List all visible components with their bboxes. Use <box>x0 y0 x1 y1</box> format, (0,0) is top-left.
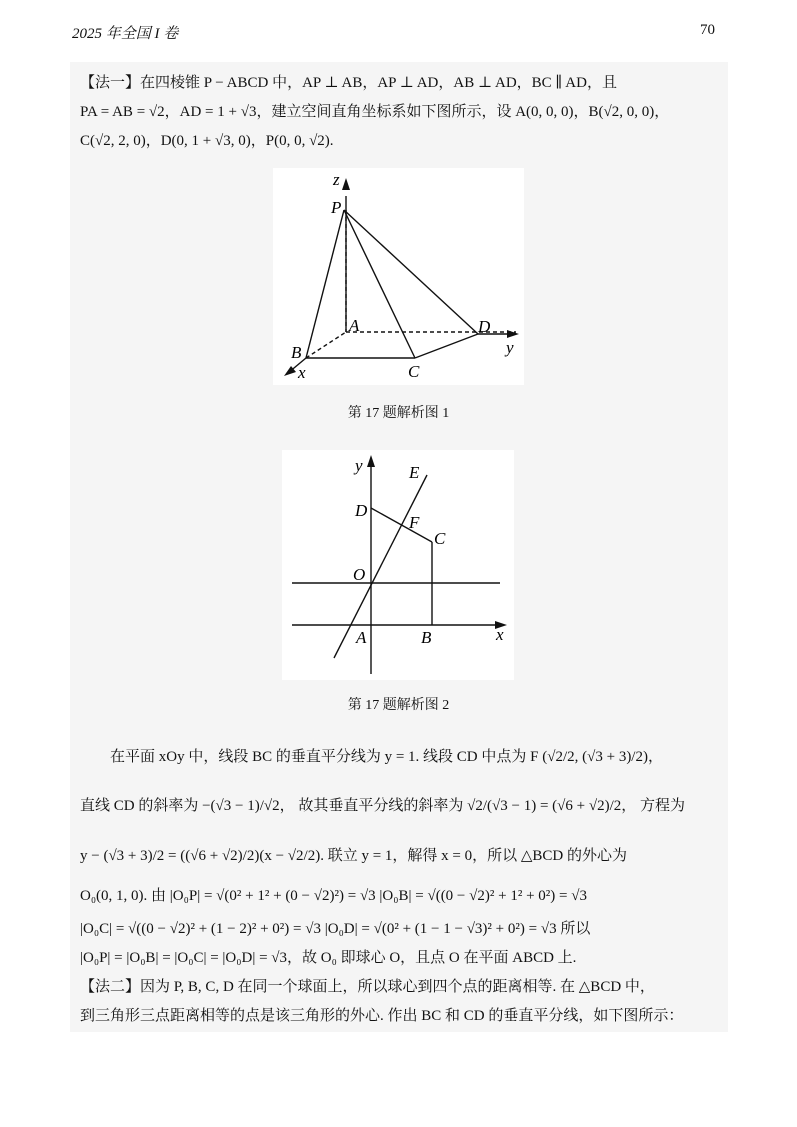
fig1-label-b: B <box>291 343 302 362</box>
running-header-title: 2025 年全国 I 卷 <box>72 26 179 42</box>
solution-line-4: O₀(0, 1, 0). 由 |O₀P| = √(0² + 1² + (0 − √2)²) = √3 |O₀B| = √((0 − √2)² + 1² + 0²) = √3 <box>80 888 587 904</box>
figure-1-caption: 第 17 题解析图 1 <box>347 406 450 421</box>
solution-line-3: y − (√3 + 3)/2 = ((√6 + √2)/2)(x − √2/2). 联立 y = 1，解得 x = 0，所以 △BCD 的外心为 <box>80 848 627 864</box>
fig2-label-y: y <box>355 456 363 475</box>
fig2-label-d: D <box>355 501 368 520</box>
fig2-label-b: B <box>421 628 432 647</box>
figure-2-caption: 第 17 题解析图 2 <box>347 698 450 713</box>
method2-line-2: 到三角形三点距离相等的点是该三角形的外心. 作出 BC 和 CD 的垂直平分线，如下图所示： <box>80 1008 684 1024</box>
fig1-label-y: y <box>506 338 514 357</box>
figure-2-diagram <box>282 450 514 680</box>
figure-1 <box>273 168 524 385</box>
fig1-label-z: z <box>333 170 340 189</box>
solution-line-5: |O₀C| = √((0 − √2)² + (1 − 2)² + 0²) = √3 |O₀D| = √(0² + (1 − 1 − √3)² + 0²) = √3 所以 <box>80 921 591 937</box>
solution-line-1: 在平面 xOy 中，线段 BC 的垂直平分线为 y = 1. 线段 CD 中点为 F (√2/2, (√3 + 3)/2)， <box>110 749 663 765</box>
solution-line-2: 直线 CD 的斜率为 −(√3 − 1)/√2， 故其垂直平分线的斜率为 √2/(√3 − 1) = (√6 + √2)/2， 方程为 <box>80 798 686 814</box>
fig2-label-c: C <box>434 529 446 548</box>
solution-line-6: |O₀P| = |O₀B| = |O₀C| = |O₀D| = √3，故 O₀ 即球心 O，且点 O 在平面 ABCD 上. <box>80 950 577 966</box>
fig1-label-x: x <box>298 363 306 382</box>
method1-line-2: PA = AB = √2，AD = 1 + √3，建立空间直角坐标系如下图所示，设 A(0, 0, 0)，B(√2, 0, 0)， <box>80 104 670 120</box>
method1-line-1: 【法一】在四棱锥 P − ABCD 中，AP ⊥ AB，AP ⊥ AD，AB ⊥ AD，BC ∥ AD，且 <box>80 75 617 91</box>
fig1-label-d: D <box>478 317 491 336</box>
page-number: 70 <box>700 22 715 38</box>
fig1-label-p: P <box>331 198 342 217</box>
fig2-label-e: E <box>409 463 420 482</box>
fig2-label-f: F <box>409 513 420 532</box>
method1-line-3: C(√2, 2, 0)，D(0, 1 + √3, 0)，P(0, 0, √2). <box>80 133 334 149</box>
fig2-label-a: A <box>356 628 367 647</box>
method2-line-1: 【法二】因为 P, B, C, D 在同一个球面上，所以球心到四个点的距离相等. 在 △BCD 中， <box>80 979 655 995</box>
figure-2 <box>282 450 514 680</box>
fig1-label-c: C <box>408 362 420 381</box>
fig2-label-o: O <box>353 565 366 584</box>
figure-1-diagram <box>273 168 524 385</box>
fig2-label-x: x <box>496 625 504 644</box>
fig1-label-a: A <box>349 316 360 335</box>
